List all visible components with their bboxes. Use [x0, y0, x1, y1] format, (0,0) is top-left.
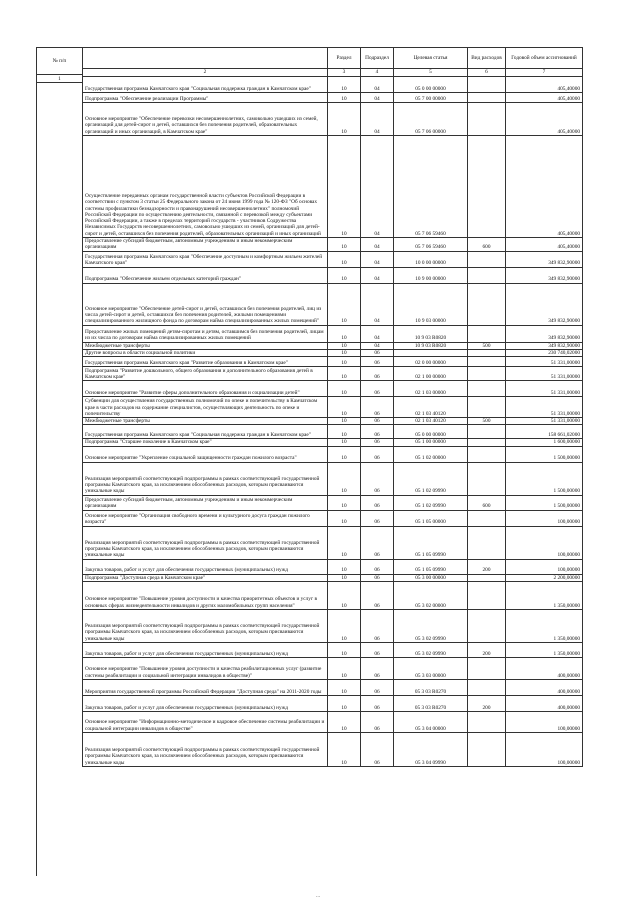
- row-target-cell: 05 3 00 00000: [394, 574, 468, 581]
- row-section-cell: 10: [328, 267, 361, 283]
- row-target-cell: 05 1 02 09990: [394, 495, 468, 510]
- row-target-cell: 10 9 03 R0820: [394, 342, 468, 349]
- row-target-cell: 10 9 03 R0820: [394, 325, 468, 342]
- row-subsection-cell: 06: [361, 680, 394, 696]
- row-subsection-cell: 04: [361, 251, 394, 267]
- row-amount-cell: 51 331,00000: [506, 357, 583, 367]
- row-subsection-cell: 04: [361, 77, 394, 93]
- header-amount: Годовой объем ассигнований: [506, 48, 583, 69]
- row-name-cell: Основное мероприятие "Повышение уровня доступности и качества реабилитационных услуг (развитие системы реабилитации и социальной интеграции инвалидов в обществе)": [83, 658, 328, 680]
- row-target-cell: 05 7 06 59460: [394, 136, 468, 238]
- row-subsection-cell: 04: [361, 267, 394, 283]
- row-target-cell: 05 0 00 00000: [394, 425, 468, 439]
- row-section-cell: 10: [328, 357, 361, 367]
- row-target-cell: 10 9 03 00000: [394, 283, 468, 325]
- table-row: [83, 446, 583, 462]
- table-row: [83, 349, 583, 356]
- colnum-target: 5: [394, 69, 468, 77]
- row-name-cell: Государственная программа Камчатского края "Развитие образования в Камчатском крае": [83, 357, 328, 367]
- row-amount-cell: 51 331,00000: [506, 418, 583, 425]
- row-section-cell: 10: [328, 658, 361, 680]
- row-amount-cell: 51 331,00000: [506, 381, 583, 397]
- row-section-cell: 10: [328, 103, 361, 136]
- table-row: [83, 367, 583, 381]
- row-section-cell: 10: [328, 495, 361, 510]
- table-row: [83, 381, 583, 397]
- row-exp-type-cell: [468, 610, 506, 643]
- row-subsection-cell: 06: [361, 462, 394, 495]
- row-name-cell: Межбюджетные трансферты: [83, 418, 328, 425]
- row-section-cell: 10: [328, 574, 361, 581]
- colnum-number-cell: 1: [36, 75, 82, 83]
- row-amount-cell: 349 832,90000: [506, 283, 583, 325]
- row-name-cell: Закупка товаров, работ и услуг для обеспечения государственных (муниципальных) нужд: [83, 643, 328, 658]
- table-row: [83, 267, 583, 283]
- row-target-cell: 05 3 04 09990: [394, 733, 468, 767]
- row-target-cell: 02 1 03 40120: [394, 418, 468, 425]
- row-amount-cell: 100,00000: [506, 733, 583, 767]
- row-exp-type-cell: [468, 136, 506, 238]
- row-section-cell: 10: [328, 510, 361, 526]
- row-target-cell: 05 1 02 00000: [394, 446, 468, 462]
- table-row: [83, 526, 583, 559]
- row-target-cell: 05 3 03 00000: [394, 658, 468, 680]
- row-exp-type-cell: [468, 712, 506, 733]
- row-name-cell: Предоставление жилых помещений детям-сиротам и детям, оставшимся без попечения родителей, лицам из их числа по договорам найма специализированных жилых помещений: [83, 325, 328, 342]
- row-section-cell: 10: [328, 397, 361, 418]
- table-row: [83, 357, 583, 367]
- row-subsection-cell: 06: [361, 610, 394, 643]
- row-amount-cell: 400,00000: [506, 696, 583, 712]
- table-row: [83, 103, 583, 136]
- row-exp-type-cell: [468, 267, 506, 283]
- row-exp-type-cell: 600: [468, 495, 506, 510]
- row-subsection-cell: 06: [361, 643, 394, 658]
- row-exp-type-cell: [468, 357, 506, 367]
- row-amount-cell: 1 350,00000: [506, 643, 583, 658]
- row-section-cell: 10: [328, 643, 361, 658]
- table-row: [83, 680, 583, 696]
- table-row: [83, 462, 583, 495]
- table-row: [83, 658, 583, 680]
- colnum-amount: 7: [506, 69, 583, 77]
- row-section-cell: 10: [328, 77, 361, 93]
- row-section-cell: 10: [328, 251, 361, 267]
- row-amount-cell: 405,40000: [506, 77, 583, 93]
- row-section-cell: 10: [328, 696, 361, 712]
- row-amount-cell: 51 331,00000: [506, 397, 583, 418]
- row-subsection-cell: 04: [361, 103, 394, 136]
- row-amount-cell: 51 331,00000: [506, 367, 583, 381]
- row-target-cell: 05 3 04 00000: [394, 712, 468, 733]
- row-subsection-cell: 04: [361, 342, 394, 349]
- row-exp-type-cell: [468, 526, 506, 559]
- row-amount-cell: 158 661,02000: [506, 425, 583, 439]
- row-name-cell: Закупка товаров, работ и услуг для обеспечения государственных (муниципальных) нужд: [83, 559, 328, 574]
- header-number-cell: № п/п: [36, 47, 82, 75]
- row-name-cell: Основное мероприятие "Организация свободного времени и культурного досуга граждан пожилого возраста": [83, 510, 328, 526]
- budget-table: [82, 47, 583, 767]
- row-target-cell: 02 1 03 40120: [394, 397, 468, 418]
- column-number-row: [83, 69, 583, 77]
- row-exp-type-cell: [468, 733, 506, 767]
- row-amount-cell: 2 200,00000: [506, 574, 583, 581]
- row-target-cell: 05 3 02 00000: [394, 582, 468, 610]
- row-amount-cell: 1 600,00000: [506, 439, 583, 446]
- row-target-cell: 05 3 02 09990: [394, 610, 468, 643]
- row-exp-type-cell: 200: [468, 559, 506, 574]
- row-name-cell: Основное мероприятие "Развитие сферы дополнительного образования и социализации детей": [83, 381, 328, 397]
- row-target-cell: 05 1 05 00000: [394, 510, 468, 526]
- row-exp-type-cell: 200: [468, 696, 506, 712]
- row-subsection-cell: 06: [361, 397, 394, 418]
- table-row: [83, 574, 583, 581]
- row-target-cell: 05 0 00 00000: [394, 77, 468, 93]
- row-name-cell: Подпрограмма "Обеспечение жильем отдельных категорий граждан": [83, 267, 328, 283]
- colnum-name: 2: [83, 69, 328, 77]
- table-row: [83, 342, 583, 349]
- row-name-cell: Подпрограмма "Развитие дошкольного, общего образования и дополнительного образования детей в Камчатском крае": [83, 367, 328, 381]
- row-exp-type-cell: [468, 251, 506, 267]
- row-exp-type-cell: [468, 462, 506, 495]
- row-subsection-cell: 04: [361, 136, 394, 238]
- header-target: Целевая статья: [394, 48, 468, 69]
- table-row: [83, 238, 583, 252]
- table-row: [83, 397, 583, 418]
- row-name-cell: Другие вопросы в области социальной политики: [83, 349, 328, 356]
- row-exp-type-cell: 500: [468, 342, 506, 349]
- row-exp-type-cell: 500: [468, 418, 506, 425]
- row-section-cell: 10: [328, 526, 361, 559]
- row-target-cell: 05 1 02 09990: [394, 462, 468, 495]
- row-amount-cell: 1 500,00000: [506, 462, 583, 495]
- row-name-cell: Государственная программа Камчатского края "Социальная поддержка граждан в Камчатском крае": [83, 425, 328, 439]
- row-exp-type-cell: 600: [468, 238, 506, 252]
- row-name-cell: Предоставление субсидий бюджетным, автономным учреждениям и иным некоммерческим организациям: [83, 238, 328, 252]
- row-section-cell: 10: [328, 136, 361, 238]
- row-subsection-cell: 06: [361, 418, 394, 425]
- row-name-cell: Основное мероприятие "Повышение уровня доступности и качества приоритетных объектов и услуг в основных сферах жизнедеятельности инвалидов и других маломобильных групп населения": [83, 582, 328, 610]
- row-subsection-cell: 06: [361, 696, 394, 712]
- row-name-cell: Подпрограмма "Старшее поколение в Камчатском крае": [83, 439, 328, 446]
- table-row: [83, 425, 583, 439]
- row-exp-type-cell: 200: [468, 643, 506, 658]
- table-header-row: [83, 48, 583, 69]
- row-amount-cell: 349 832,90000: [506, 267, 583, 283]
- row-name-cell: Основное мероприятие "Обеспечение детей-сирот и детей, оставшихся без попечения родителей, лиц из числа детей-сирот и детей, оставшихся без попечения родителей, жилыми помещениями специализированного жилищного фонда по договорам найма специализированных жилых помещений": [83, 283, 328, 325]
- table-row: [83, 696, 583, 712]
- row-amount-cell: 349 832,90000: [506, 342, 583, 349]
- row-name-cell: Подпрограмма "Доступная среда в Камчатском крае": [83, 574, 328, 581]
- row-subsection-cell: 06: [361, 559, 394, 574]
- row-exp-type-cell: [468, 325, 506, 342]
- colnum-section: 3: [328, 69, 361, 77]
- header-exp-type: Вид расходов: [468, 48, 506, 69]
- row-subsection-cell: 06: [361, 349, 394, 356]
- row-amount-cell: 400,00000: [506, 658, 583, 680]
- table-row: [83, 610, 583, 643]
- row-section-cell: 10: [328, 93, 361, 103]
- table-row: [83, 251, 583, 267]
- row-amount-cell: 349 832,90000: [506, 325, 583, 342]
- row-section-cell: 10: [328, 559, 361, 574]
- row-amount-cell: 100,00000: [506, 526, 583, 559]
- row-target-cell: 05 7 00 00000: [394, 93, 468, 103]
- row-subsection-cell: 06: [361, 381, 394, 397]
- table-row: [83, 439, 583, 446]
- row-subsection-cell: 06: [361, 510, 394, 526]
- header-section: Раздел: [328, 48, 361, 69]
- row-exp-type-cell: [468, 77, 506, 93]
- row-target-cell: 05 3 02 09990: [394, 643, 468, 658]
- colnum-exp-type: 6: [468, 69, 506, 77]
- row-section-cell: 10: [328, 425, 361, 439]
- row-name-cell: Межбюджетные трансферты: [83, 342, 328, 349]
- table-row: [83, 712, 583, 733]
- row-target-cell: 05 7 06 59460: [394, 238, 468, 252]
- row-amount-cell: 405,40000: [506, 238, 583, 252]
- table-row: [83, 510, 583, 526]
- row-section-cell: 10: [328, 349, 361, 356]
- row-exp-type-cell: [468, 397, 506, 418]
- row-subsection-cell: 06: [361, 712, 394, 733]
- row-subsection-cell: 04: [361, 325, 394, 342]
- row-section-cell: 10: [328, 325, 361, 342]
- row-target-cell: 05 3 03 R0270: [394, 680, 468, 696]
- row-subsection-cell: 06: [361, 495, 394, 510]
- row-name-cell: Субвенции для осуществления государственных полномочий по опеке и попечительству в Камчатском крае в части расходов на содержание специалистов, осуществляющих деятельность по опеке и попечительству: [83, 397, 328, 418]
- row-name-cell: Реализация мероприятий соответствующей подпрограммы в рамках соответствующей государственной программы Камчатского края, за исключением обособленных расходов, которым присваиваются уникальные коды: [83, 610, 328, 643]
- table-row: [83, 582, 583, 610]
- row-target-cell: [394, 349, 468, 356]
- row-amount-cell: 1 500,00000: [506, 446, 583, 462]
- row-name-cell: Реализация мероприятий соответствующей подпрограммы в рамках соответствующей государственной программы Камчатского края, за исключением обособленных расходов, которым присваиваются уникальные коды: [83, 462, 328, 495]
- row-subsection-cell: 04: [361, 238, 394, 252]
- row-exp-type-cell: [468, 367, 506, 381]
- row-section-cell: 10: [328, 446, 361, 462]
- row-subsection-cell: 04: [361, 93, 394, 103]
- header-name: [83, 48, 328, 69]
- row-target-cell: 02 1 00 00000: [394, 367, 468, 381]
- row-target-cell: 05 7 06 00000: [394, 103, 468, 136]
- row-name-cell: Основное мероприятие "Укрепление социальной защищенности граждан пожилого возраста": [83, 446, 328, 462]
- row-exp-type-cell: [468, 658, 506, 680]
- row-amount-cell: 405,40000: [506, 93, 583, 103]
- row-name-cell: Мероприятия государственной программы Российской Федерации "Доступная среда" на 2011-2020 годы: [83, 680, 328, 696]
- row-section-cell: 10: [328, 733, 361, 767]
- table-row: [83, 418, 583, 425]
- table-row: [83, 93, 583, 103]
- row-exp-type-cell: [468, 439, 506, 446]
- row-exp-type-cell: [468, 574, 506, 581]
- table-row: [83, 325, 583, 342]
- row-subsection-cell: 06: [361, 582, 394, 610]
- table-row: [83, 283, 583, 325]
- row-section-cell: 10: [328, 418, 361, 425]
- row-target-cell: 10 9 00 00000: [394, 267, 468, 283]
- row-name-cell: Реализация мероприятий соответствующей подпрограммы в рамках соответствующей государственной программы Камчатского края, за исключением обособленных расходов, которым присваиваются уникальные коды: [83, 526, 328, 559]
- row-amount-cell: 349 832,90000: [506, 251, 583, 267]
- row-exp-type-cell: [468, 103, 506, 136]
- row-name-cell: Закупка товаров, работ и услуг для обеспечения государственных (муниципальных) нужд: [83, 696, 328, 712]
- row-subsection-cell: 06: [361, 425, 394, 439]
- row-target-cell: 05 1 05 09990: [394, 559, 468, 574]
- row-section-cell: 10: [328, 680, 361, 696]
- row-amount-cell: 1 350,00000: [506, 610, 583, 643]
- row-amount-cell: 405,40000: [506, 136, 583, 238]
- table-row: [83, 559, 583, 574]
- row-section-cell: 10: [328, 712, 361, 733]
- row-amount-cell: 100,00000: [506, 559, 583, 574]
- row-section-cell: 10: [328, 381, 361, 397]
- row-target-cell: 10 0 00 00000: [394, 251, 468, 267]
- row-target-cell: 05 3 03 R0270: [394, 696, 468, 712]
- row-exp-type-cell: [468, 510, 506, 526]
- row-section-cell: 10: [328, 367, 361, 381]
- row-subsection-cell: 06: [361, 526, 394, 559]
- row-name-cell: Основное мероприятие "Информационно-методическое и кадровое обеспечение системы реабилитации и социальной интеграции инвалидов в обществе": [83, 712, 328, 733]
- row-exp-type-cell: [468, 680, 506, 696]
- row-section-cell: 10: [328, 238, 361, 252]
- row-subsection-cell: 06: [361, 367, 394, 381]
- table-row: [83, 733, 583, 767]
- table-body: [83, 77, 583, 767]
- row-amount-cell: 1 500,00000: [506, 495, 583, 510]
- row-subsection-cell: 06: [361, 733, 394, 767]
- row-section-cell: 10: [328, 582, 361, 610]
- table-row: [83, 136, 583, 238]
- row-section-cell: 10: [328, 462, 361, 495]
- left-border: [36, 83, 37, 876]
- row-amount-cell: 400,00000: [506, 680, 583, 696]
- row-subsection-cell: 06: [361, 658, 394, 680]
- row-target-cell: 02 1 03 00000: [394, 381, 468, 397]
- row-subsection-cell: 06: [361, 439, 394, 446]
- row-name-cell: Государственная программа Камчатского края "Социальная поддержка граждан в Камчатском крае": [83, 77, 328, 93]
- row-subsection-cell: 06: [361, 446, 394, 462]
- header-subsection: Подраздел: [361, 48, 394, 69]
- row-exp-type-cell: [468, 93, 506, 103]
- row-section-cell: 10: [328, 283, 361, 325]
- row-section-cell: 10: [328, 439, 361, 446]
- table-row: [83, 77, 583, 93]
- row-name-cell: Предоставление субсидий бюджетным, автономным учреждениям и иным некоммерческим организациям: [83, 495, 328, 510]
- page-mark: ...: [316, 893, 321, 899]
- row-name-cell: Реализация мероприятий соответствующей подпрограммы в рамках соответствующей государственной программы Камчатского края, за исключением обособленных расходов, которым присваиваются уникальные коды: [83, 733, 328, 767]
- row-exp-type-cell: [468, 425, 506, 439]
- row-subsection-cell: 06: [361, 357, 394, 367]
- row-exp-type-cell: [468, 349, 506, 356]
- row-amount-cell: 1 350,00000: [506, 582, 583, 610]
- row-name-cell: Основное мероприятие "Обеспечение перевозки несовершеннолетних, самовольно ушедших из семей, организаций для детей-сирот и детей, оставшихся без попечения родителей, образовательных организаций и иных организаций, в Камчатском крае": [83, 103, 328, 136]
- row-exp-type-cell: [468, 381, 506, 397]
- row-target-cell: 02 0 00 00000: [394, 357, 468, 367]
- row-amount-cell: 230 740,02000: [506, 349, 583, 356]
- row-exp-type-cell: [468, 446, 506, 462]
- row-section-cell: 10: [328, 342, 361, 349]
- row-section-cell: 10: [328, 610, 361, 643]
- row-amount-cell: 405,40000: [506, 103, 583, 136]
- row-target-cell: 05 1 00 00000: [394, 439, 468, 446]
- row-subsection-cell: 06: [361, 574, 394, 581]
- row-name-cell: Подпрограмма "Обеспечение реализации Программы": [83, 93, 328, 103]
- row-exp-type-cell: [468, 283, 506, 325]
- row-name-cell: Осуществление переданных органам государственной власти субъектов Российской Федерации в соответствии с пунктом 3 статьи 25 Федерального закона от 24 июня 1999 года № 120-ФЗ "Об основах системы профилактики безнадзорности и правонарушений несовершеннолетних" полномочий Российской Федерации по осуществлению деятельности, связанной с перевозкой между субъектами Российской Федерации, а также в пределах территорий государств - участников Содружества Независимых Государств несовершеннолетних, самовольно ушедших из семей, организаций для детей-сирот и детей, оставшихся без попечения родителей, образовательных организаций и иных организаций: [83, 136, 328, 238]
- table-row: [83, 643, 583, 658]
- colnum-subsection: 4: [361, 69, 394, 77]
- row-subsection-cell: 04: [361, 283, 394, 325]
- row-amount-cell: 100,00000: [506, 510, 583, 526]
- row-amount-cell: 100,00000: [506, 712, 583, 733]
- row-exp-type-cell: [468, 582, 506, 610]
- row-name-cell: Государственная программа Камчатского края "Обеспечение доступным и комфортным жильем жителей Камчатского края": [83, 251, 328, 267]
- table-row: [83, 495, 583, 510]
- row-target-cell: 05 1 05 09990: [394, 526, 468, 559]
